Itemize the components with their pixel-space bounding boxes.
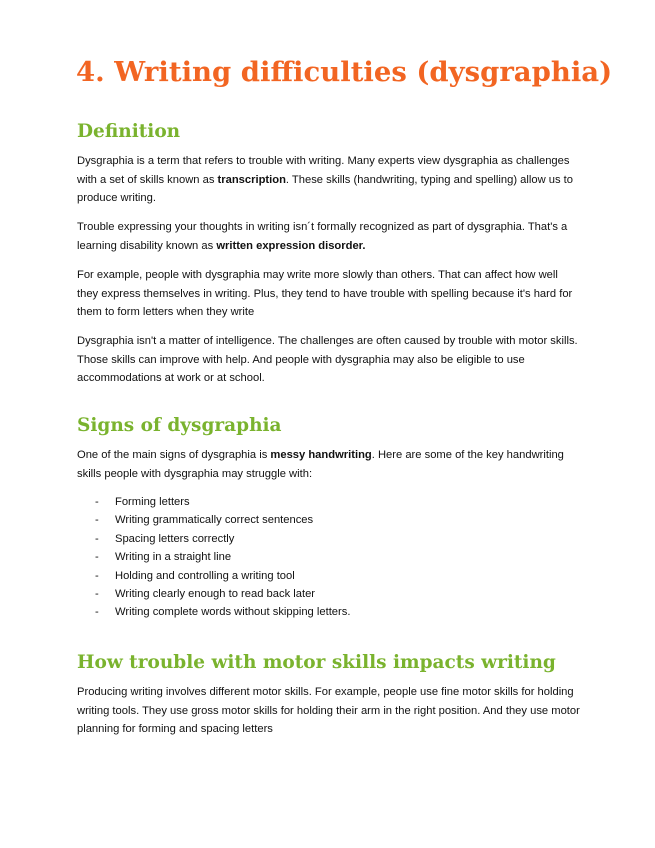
bullet-dash: - [95, 514, 99, 527]
messy-handwriting-term: messy handwriting [270, 449, 372, 461]
list-item [77, 585, 557, 603]
definition-p1-text-a: Dysgraphia is a term that refers to trouble with writing. Many experts view dysgraphia as challenges with a set of skills known as [77, 155, 570, 186]
definition-paragraph-1 [77, 152, 582, 208]
list-item [77, 493, 557, 511]
list-item [77, 567, 557, 585]
signs-intro-paragraph [77, 446, 582, 483]
definition-paragraph-4: Dysgraphia isn't a matter of intelligence. The challenges are often caused by trouble with motor skills. Those skills can improve with help. And people with dysgraphia may also be eligible to use accommodations at work or at school. [77, 335, 578, 384]
motor-skills-heading: How trouble with motor skills impacts writing [77, 652, 556, 673]
bullet-dash: - [95, 606, 99, 619]
signs-intro-text-a: One of the main signs of dysgraphia is [77, 449, 271, 461]
list-item [77, 548, 557, 566]
signs-intro-text-b: . Here are some of the key handwriting skills people with dysgraphia may struggle with: [77, 449, 564, 480]
definition-paragraph-2 [77, 218, 582, 255]
definition-heading: Definition [77, 121, 181, 142]
list-item-text: Writing in a straight line [115, 551, 232, 564]
definition-paragraph-3: For example, people with dysgraphia may write more slowly than others. That can affect how well they express themselves in writing. Plus, they tend to have trouble with spelling because it's hard for them to form letters when they write [77, 269, 573, 318]
signs-heading: Signs of dysgraphia [77, 415, 282, 436]
list-item [77, 511, 557, 529]
motor-skills-paragraph: Producing writing involves different motor skills. For example, people use fine motor skills for holding writing tools. They use gross motor skills for holding their arm in the right position. And they use motor planning for forming and spacing letters [77, 686, 580, 735]
written-expression-disorder-term: written expression disorder. [216, 239, 366, 252]
signs-list [77, 493, 557, 622]
definition-p1-text-b: . These skills (handwriting, typing and spelling) allow us to produce writing. [77, 173, 574, 204]
bullet-dash: - [95, 532, 99, 545]
list-item-text: Holding and controlling a writing tool [115, 569, 295, 582]
list-item [77, 530, 557, 548]
list-item-text: Writing clearly enough to read back later [115, 587, 316, 600]
list-item [77, 603, 557, 621]
definition-p2-text-a: Trouble expressing your thoughts in writing isn´t formally recognized as part of dysgraphia. That's a learning disability known as [77, 221, 568, 252]
bullet-dash: - [95, 496, 99, 508]
list-item-text: Forming letters [115, 496, 190, 508]
list-item-text: Writing grammatically correct sentences [115, 514, 314, 527]
transcription-term: transcription [217, 173, 286, 186]
list-item-text: Writing complete words without skipping letters. [115, 606, 351, 619]
bullet-dash: - [95, 551, 99, 564]
bullet-dash: - [95, 587, 99, 600]
page-title: 4. Writing difficulties (dysgraphia) [76, 56, 613, 88]
bullet-dash: - [95, 569, 99, 582]
list-item-text: Spacing letters correctly [115, 532, 235, 545]
